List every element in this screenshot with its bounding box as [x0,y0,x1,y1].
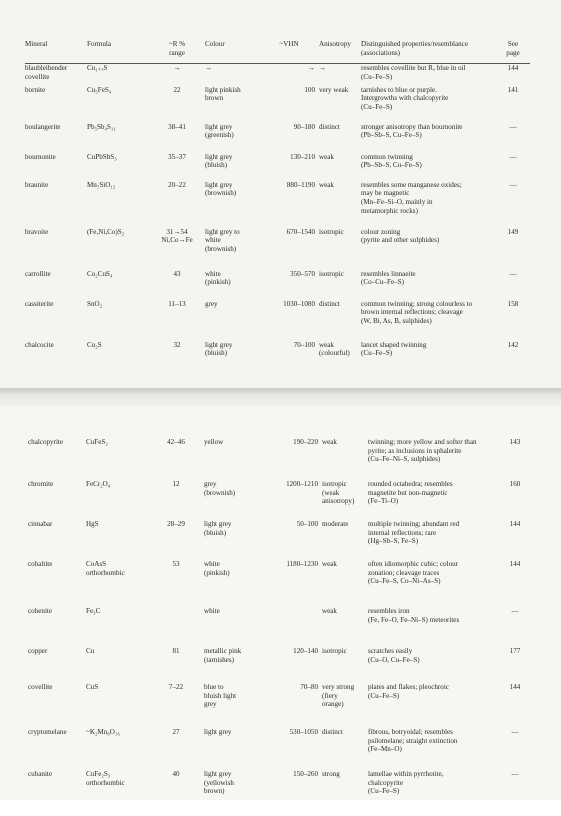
table-row [28,728,530,770]
cell-colour: white (pinkish) [204,560,230,577]
cell-vhn: 1200–1210 [286,480,318,488]
cell-reflectance: 43 [173,269,181,278]
cell-page: 177 [509,647,521,655]
header-anisotropy: Anisotropy [319,40,351,48]
cell-colour: grey [205,299,218,308]
cell-mineral: braunite [25,180,49,189]
cell-properties: lancet shaped twinning (Cu–Fe–S) [361,340,427,358]
cell-mineral: cryptomelane [28,728,67,736]
cell-page: — [509,269,517,278]
cell-anisotropy: distinct [319,299,340,308]
cell-colour: light pinkish brown [205,85,241,103]
cell-vhn [264,607,322,647]
cell-anisotropy: very strong (fiery orange) [322,683,355,709]
cell-mineral: covellite [28,683,53,691]
cell-colour: light grey (greenish) [205,122,234,140]
cell-anisotropy: isotropic [322,647,347,655]
cell-colour: metallic pink (tarnishes) [204,647,242,664]
cell-formula: Pb₅Sb₄S₁₁ [87,122,116,131]
cell-properties: rounded octahedra; resembles magnetite but non-magnetic (Fe–Ti–O) [368,480,453,506]
cell-anisotropy: weak [319,152,334,161]
cell-vhn: 50–100 [296,520,318,528]
cell-reflectance: 12 [172,480,180,488]
table-row [25,153,530,181]
cell-reflectance: 20–22 [168,180,186,189]
cell-reflectance: 35–37 [168,152,186,161]
minerals-table-top [25,40,530,377]
cell-properties: tarnishes to blue or purple. Intergrowths with chalcopyrite (Cu–Fe–S) [361,85,449,112]
cell-anisotropy: strong [322,770,340,778]
cell-properties: resembles some manganese oxides; may be magnetic (Mn–Fe–Si–O, mainly in metamorphic rocks) [361,180,462,215]
cell-vhn: 70–100 [293,340,315,349]
cell-formula: HgS [86,520,99,528]
cell-properties: multiple twinning; abundant red internal reflections; rare (Hg–Sb–S, Fe–S) [368,520,460,546]
cell-formula: Cu₅FeS₄ [87,85,112,94]
header-formula: Formula [87,40,112,48]
cell-reflectance: 31→54 Ni,Co→Fe [161,227,193,245]
cell-mineral: cohenite [28,607,53,615]
cell-page: — [509,180,517,189]
cell-reflectance: 38–41 [168,122,186,131]
table-row [25,181,530,228]
cell-mineral: bravoite [25,227,49,236]
cell-mineral: copper [28,647,48,655]
table-row [28,438,530,480]
table-row [25,123,530,153]
cell-reflectance: 27 [172,728,180,736]
cell-reflectance: 40 [172,770,180,778]
cell-colour: white (pinkish) [205,269,231,287]
cell-reflectance: 81 [172,647,180,655]
table-row [28,607,530,647]
cell-formula: (Fe,Ni,Co)S₂ [87,227,125,236]
table-row [25,341,530,377]
cell-properties: common twinning (Pb–Sb–S, Cu–Fe–S) [361,152,422,170]
cell-page: 144 [509,520,521,528]
cell-page: 160 [509,480,521,488]
cell-vhn: 880–1190 [286,180,315,189]
table-row [25,270,530,300]
minerals-table-bottom [28,438,530,816]
table-row [28,480,530,520]
cell-properties: plates and flakes; pleochroic (Cu–Fe–S) [368,683,449,700]
cell-colour: → [205,64,213,73]
cell-anisotropy: very weak [319,85,349,94]
header-vhn: ~VHN [279,40,299,48]
cell-page: 142 [507,340,519,349]
cell-formula: CuFeS₂ [86,438,108,446]
table-row [25,300,530,341]
cell-page: 144 [507,64,519,73]
table-row [28,770,530,816]
cell-anisotropy: distinct [319,122,340,131]
cell-anisotropy: moderate [322,520,349,528]
cell-properties: twinning; more yellow and softer than pyrite; as inclusions in sphalerite (Cu–Fe–Ni–S, sulphides) [368,438,477,464]
cell-mineral: bournonite [25,152,56,161]
cell-formula: CuFe₂S₃ orthorhombic [86,770,125,787]
cell-vhn: 150–260 [293,770,318,778]
cell-vhn: 530–1050 [289,728,318,736]
cell-colour: light grey (bluish) [205,340,233,358]
cell-properties: common twinning; strong colourless to brown internal reflections; cleavage (W, Bi, As, B, sulphides) [361,299,473,326]
cell-properties: stronger anisotropy than bournonite (Pb–Sb–S, Cu–Fe–S) [361,122,463,140]
cell-colour: yellow [204,438,224,446]
table-row [28,683,530,728]
table-row [28,520,530,560]
cell-reflectance: 11–13 [168,299,186,308]
cell-mineral: blaubleibender covellite [25,64,68,81]
cell-reflectance: 32 [173,340,181,349]
page-fold-shadow [0,388,561,406]
table-row [28,647,530,683]
header-page: See page [506,40,520,57]
cell-page: 149 [507,227,519,236]
cell-page: — [511,607,519,615]
cell-vhn: → [307,64,315,73]
cell-mineral: chromite [28,480,54,488]
cell-mineral: carrollite [25,269,51,278]
cell-properties: resembles covellite but Rₒ blue in oil (Cu–Fe–S) [361,64,466,81]
cell-page: 144 [509,683,521,691]
cell-properties: resembles iron (Fe, Fe–O, Fe–Ni–S) meteorites [368,607,460,624]
cell-anisotropy: isotropic (weak anisotropy) [322,480,355,506]
cell-colour: light grey to white (brownish) [205,227,240,254]
cell-properties: colour zoning (pyrite and other sulphides) [361,227,440,245]
cell-anisotropy: weak [319,180,334,189]
cell-mineral: cinnabar [28,520,53,528]
cell-reflectance: 53 [172,560,180,568]
table-row [25,86,530,123]
cell-vhn: 100 [304,85,315,94]
cell-reflectance: 7–22 [168,683,184,691]
cell-formula: CuPbSbS₃ [87,152,117,161]
cell-properties: resembles linnaeite (Co–Cu–Fe–S) [361,269,416,287]
cell-anisotropy: weak (colourful) [319,340,350,358]
cell-reflectance: 42–46 [167,438,185,446]
cell-vhn: 120–140 [293,647,318,655]
cell-page: 143 [509,438,521,446]
cell-mineral: bornite [25,85,46,94]
cell-mineral: cubanite [28,770,53,778]
cell-colour: light grey (brownish) [205,180,237,198]
header-reflectance: ~R % range [168,40,186,57]
cell-vhn: 70–80 [300,683,318,691]
cell-vhn: 1180–1230 [286,560,318,568]
cell-formula: Cu [86,647,95,655]
cell-colour: white [204,607,220,615]
cell-vhn: 1030–1080 [283,299,315,308]
cell-colour: light grey (yellowish brown) [204,770,234,796]
cell-properties: fibrous, botryoidal; resembles psilomelane; straight extinction (Fe–Mn–O) [368,728,458,754]
cell-formula: Mn₇SiO₁₂ [87,180,116,189]
cell-reflectance: 22 [173,85,181,94]
cell-page: — [511,728,519,736]
cell-formula: CuS [86,683,99,691]
cell-page: — [511,770,519,778]
table-row [28,560,530,607]
cell-properties: scratches easily (Cu–O, Cu–Fe–S) [368,647,420,664]
cell-anisotropy: isotropic [319,269,344,278]
cell-formula: ~K₂Mn₈O₁₆ [86,728,120,736]
cell-anisotropy: distinct [322,728,343,736]
cell-properties: lamellae within pyrrhotite, chalcopyrite (Cu–Fe–S) [368,770,444,796]
cell-anisotropy: isotropic [319,227,344,236]
cell-formula: SnO₂ [87,299,103,308]
cell-vhn: 670–1540 [286,227,315,236]
header-properties: Distinguished properties/resemblance (associations) [361,40,468,57]
cell-page: 141 [507,85,519,94]
header-colour: Colour [205,40,225,48]
cell-reflectance: → [173,64,181,73]
cell-page: — [509,152,517,161]
cell-vhn: 190–220 [293,438,318,446]
cell-formula: Fe₃C [86,607,101,615]
table-row [25,64,530,86]
cell-reflectance [148,607,204,647]
cell-mineral: boulangerite [25,122,61,131]
cell-page: 158 [507,299,519,308]
cell-mineral: cobaltite [28,560,53,568]
cell-page: 144 [509,560,521,568]
cell-mineral: chalcopyrite [28,438,64,446]
cell-anisotropy: weak [322,560,337,568]
cell-anisotropy: → [319,64,327,73]
cell-colour: light grey [204,728,232,736]
cell-formula: CoAsS orthorhombic [86,560,125,577]
header-mineral: Mineral [25,40,48,48]
cell-vhn: 350–570 [290,269,315,278]
cell-mineral: cassiterite [25,299,54,308]
cell-colour: light grey (bluish) [205,152,233,170]
cell-vhn: 130–210 [290,152,315,161]
cell-colour: light grey (bluish) [204,520,232,537]
cell-page: — [509,122,517,131]
table-row [25,228,530,270]
cell-anisotropy: weak [322,438,337,446]
cell-anisotropy: weak [322,607,337,615]
cell-vhn: 90–180 [293,122,315,131]
cell-formula: Cu₁₊ₓS [87,64,108,73]
cell-formula: Cu₂S [87,340,102,349]
cell-formula: FeCr₂O₄ [86,480,111,488]
cell-colour: blue to bluish light grey [204,683,237,709]
cell-mineral: chalcocite [25,340,54,349]
cell-properties: often idiomorphic cubic; colour zonation; cleavage traces (Cu–Fe–S, Co–Ni–As–S) [368,560,459,586]
cell-colour: grey (brownish) [204,480,236,497]
cell-formula: Co₂CuS₄ [87,269,113,278]
cell-reflectance: 28–29 [167,520,185,528]
table-header-row [25,40,530,64]
